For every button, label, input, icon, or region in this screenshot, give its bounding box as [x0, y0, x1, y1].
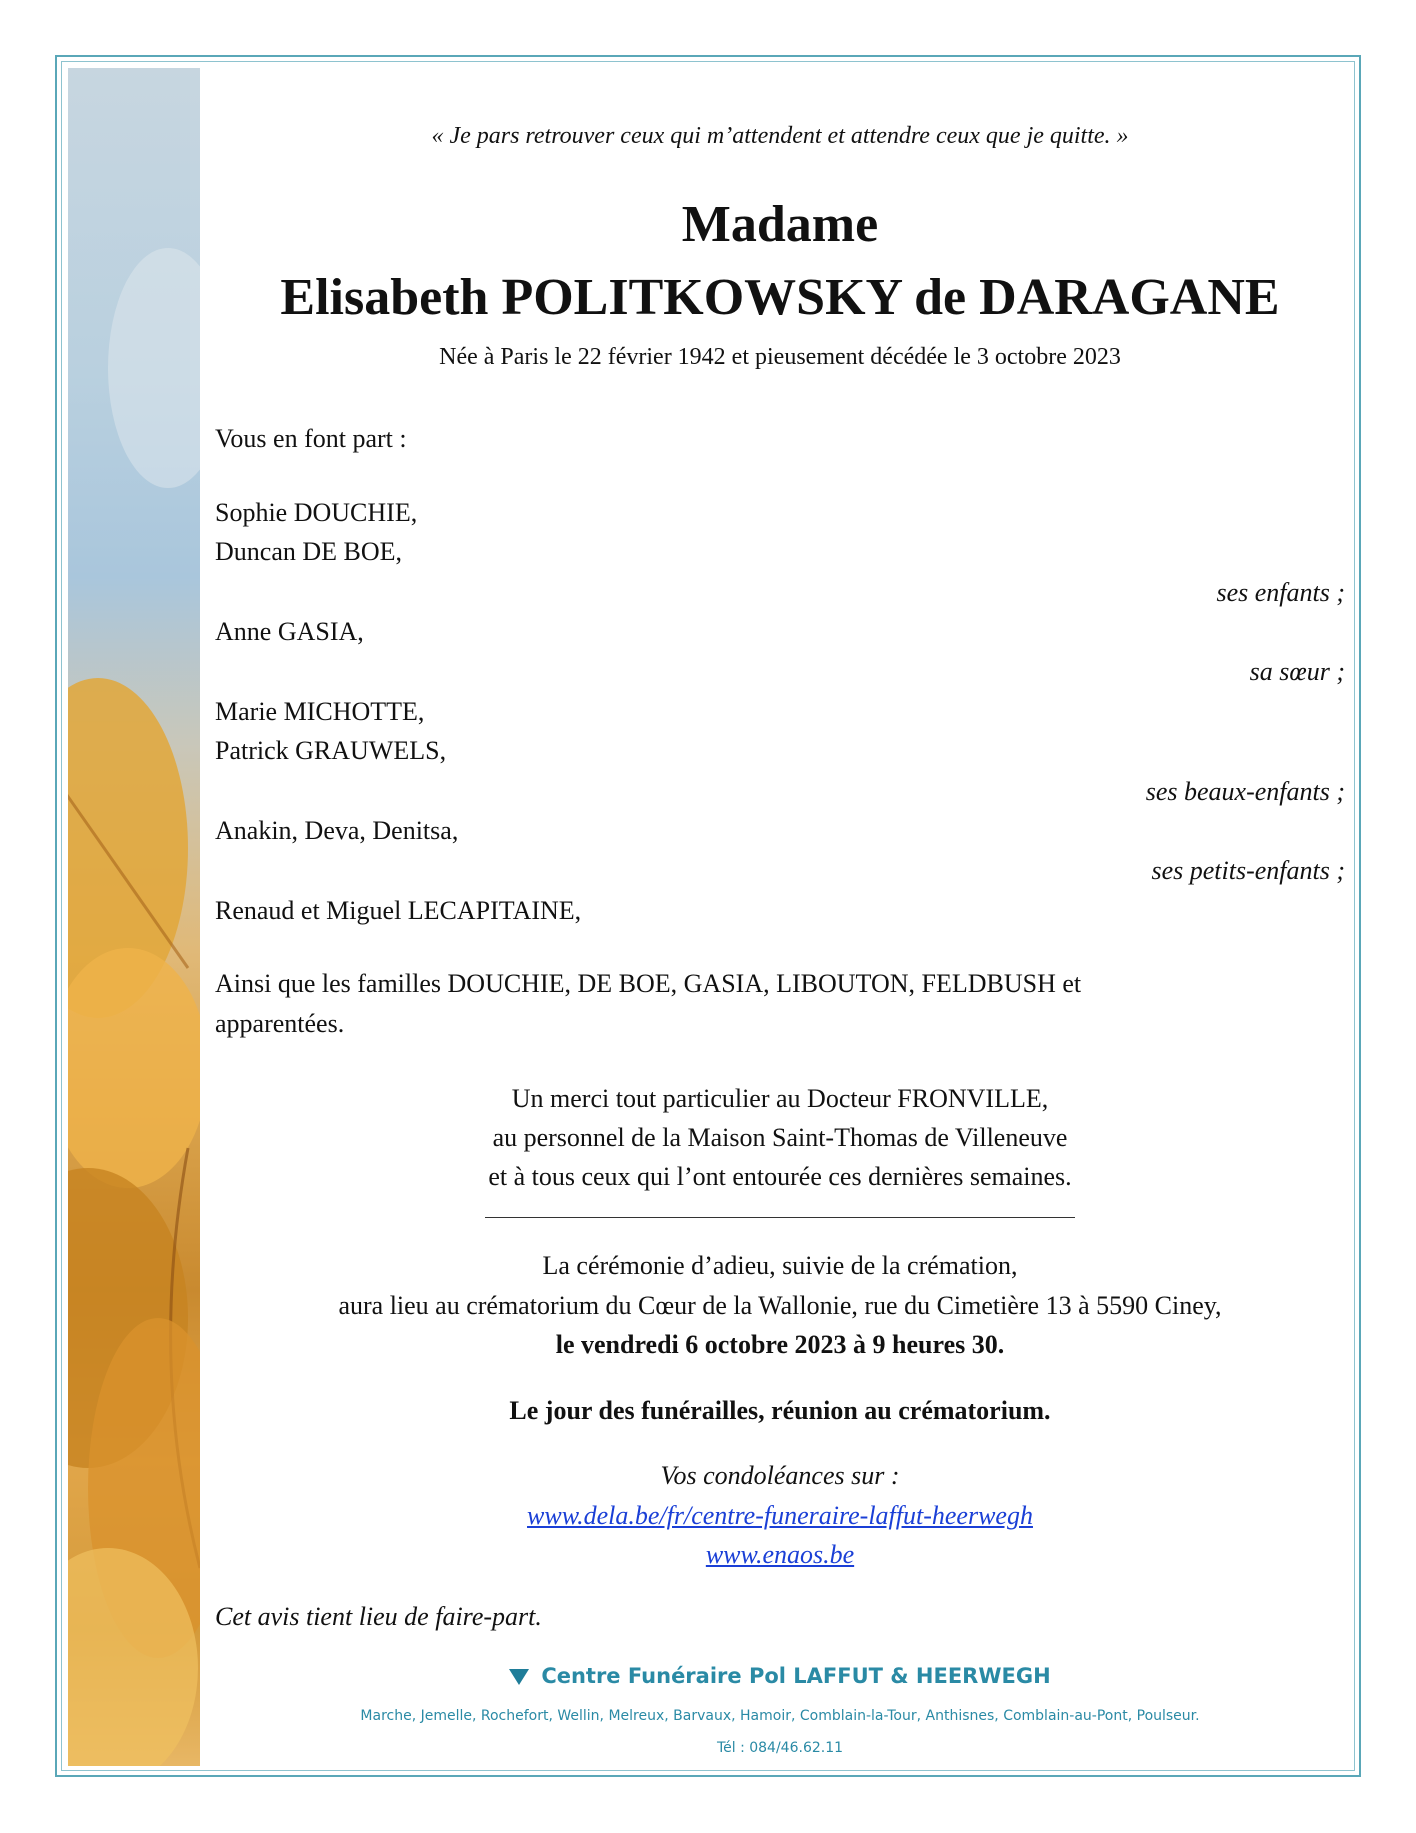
meeting-info: Le jour des funérailles, réunion au crématorium. — [509, 1396, 1051, 1425]
thanks-line: au personnel de la Maison Saint-Thomas de Villeneuve — [492, 1123, 1068, 1152]
epitaph-quote: « Je pars retrouver ceux qui m’attendent et attendre ceux que je quitte. » — [431, 123, 1129, 149]
title-madame: Madame — [681, 196, 879, 253]
ceremony-line: aura lieu au crématorium du Cœur de la Wallonie, rue du Cimetière 13 à 5590 Ciney, — [338, 1291, 1222, 1320]
birth-death-line: Née à Paris le 22 février 1942 et pieusement décédée le 3 octobre 2023 — [439, 344, 1121, 370]
deceased-name: Elisabeth POLITKOWSKY de DARAGANE — [280, 269, 1280, 326]
thanks-line: et à tous ceux qui l’ont entourée ces dernières semaines. — [488, 1162, 1072, 1191]
separator-rule — [485, 1217, 1075, 1218]
notice-text: Cet avis tient lieu de faire-part. — [215, 1602, 542, 1631]
autumn-leaves-image — [68, 68, 200, 1766]
child-name: Sophie DOUCHIE, — [215, 498, 418, 527]
inlaw-name: Marie MICHOTTE, — [215, 697, 425, 726]
condolences-link-dela[interactable]: www.dela.be/fr/centre-funeraire-laffut-heerwegh — [527, 1501, 1033, 1530]
triangle-down-icon — [509, 1669, 529, 1685]
intro-text: Vous en font part : — [215, 424, 407, 453]
condolences-link-container — [215, 1539, 1345, 1571]
inlaw-name: Patrick GRAUWELS, — [215, 736, 447, 765]
ceremony-date: le vendredi 6 octobre 2023 à 9 heures 30. — [555, 1330, 1005, 1359]
sister-label: sa sœur ; — [1249, 657, 1345, 686]
condolences-link-container — [215, 1500, 1345, 1532]
funeral-home-phone: Tél : 084/46.62.11 — [716, 1740, 844, 1756]
sister-name: Anne GASIA, — [215, 617, 364, 646]
condolences-label: Vos condoléances sur : — [660, 1461, 900, 1490]
families-line: Ainsi que les familles DOUCHIE, DE BOE, GASIA, LIBOUTON, FELDBUSH et — [215, 969, 1082, 998]
funeral-home-name: Centre Funéraire Pol LAFFUT & HEERWEGH — [541, 1664, 1051, 1688]
thanks-line: Un merci tout particulier au Docteur FRONVILLE, — [511, 1084, 1049, 1113]
inlaws-label: ses beaux-enfants ; — [1145, 777, 1345, 806]
funeral-home-locations: Marche, Jemelle, Rochefort, Wellin, Melreux, Barvaux, Hamoir, Comblain-la-Tour, Anthisnes, Comblain-au-Pont, Poulseur. — [360, 1708, 1200, 1724]
child-name: Duncan DE BOE, — [215, 537, 403, 566]
ceremony-line: La cérémonie d’adieu, suivie de la crémation, — [542, 1251, 1018, 1280]
funeral-home-name-row — [215, 1664, 1345, 1688]
grandchildren-names: Anakin, Deva, Denitsa, — [215, 816, 459, 845]
condolences-link-enaos[interactable]: www.enaos.be — [705, 1540, 855, 1569]
other-relatives: Renaud et Miguel LECAPITAINE, — [215, 896, 582, 925]
children-label: ses enfants ; — [1216, 578, 1345, 607]
families-line: apparentées. — [215, 1009, 345, 1038]
grandchildren-label: ses petits-enfants ; — [1151, 856, 1345, 885]
